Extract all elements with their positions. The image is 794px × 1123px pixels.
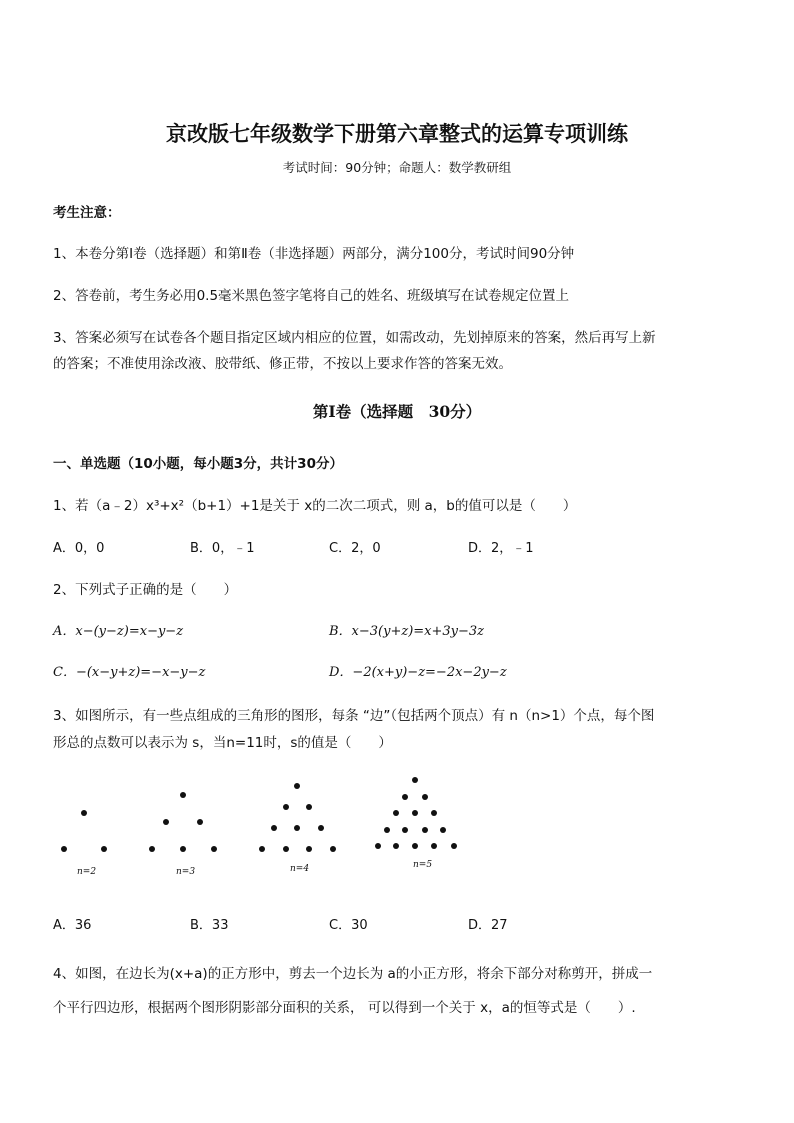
q4-stem-line2: 个平行四边形，根据两个图形阴影部分面积的关系， 可以得到一个关于 x，a的恒等式是（ ）. (53, 1000, 636, 1016)
dot (440, 827, 446, 833)
q3-option-a[interactable]: A．36 (53, 918, 92, 933)
q2-option-c[interactable]: C．−(x−y+z)=−x−y−z (53, 665, 206, 680)
dot (384, 827, 390, 833)
q3-stem-line1: 3、如图所示，有一些点组成的三角形的图形，每条 “边”（包括两个顶点）有 n（n>1）个点，每个图 (53, 708, 655, 724)
dot (318, 825, 324, 831)
dot (375, 843, 381, 849)
q2-option-b[interactable]: B．x−3(y+z)=x+3y−3z (329, 624, 485, 639)
dot (81, 810, 87, 816)
label-n3: n=3 (176, 867, 196, 877)
triangle-n4 (259, 783, 336, 852)
dot (431, 843, 437, 849)
notice-item-3: 3、答案必须写在试卷各个题目指定区域内相应的位置，如需改动，先划掉原来的答案，然后再写上新 (53, 330, 656, 346)
dot (163, 819, 169, 825)
notice-item-3-cont: 的答案；不准使用涂改液、胶带纸、修正带，不按以上要求作答的答案无效。 (53, 356, 512, 372)
q1-option-d[interactable]: D．2，﹣1 (468, 541, 534, 556)
dot (393, 843, 399, 849)
notice-item-2: 2、答卷前，考生务必用0.5毫米黑色签字笔将自己的姓名、班级填写在试卷规定位置上 (53, 288, 570, 304)
q1-stem: 1、若（a﹣2）x³+x²（b+1）+1是关于 x的二次二项式，则 a，b的值可以是（ ） (53, 498, 577, 514)
notice-heading: 考生注意： (53, 205, 121, 221)
dot (180, 792, 186, 798)
label-n2: n=2 (77, 867, 97, 877)
label-n4: n=4 (290, 864, 310, 874)
dot (306, 846, 312, 852)
exam-title: 京改版七年级数学下册第六章整式的运算专项训练 (166, 121, 628, 146)
q2-option-a[interactable]: A．x−(y−z)=x−y−z (53, 624, 184, 639)
dot (197, 819, 203, 825)
section-title: 第Ⅰ卷（选择题 30分） (312, 402, 482, 421)
dot (402, 827, 408, 833)
dot (330, 846, 336, 852)
dot (149, 846, 155, 852)
dot (61, 846, 67, 852)
dot (402, 794, 408, 800)
q2-stem: 2、下列式子正确的是（ ） (53, 582, 238, 598)
dot (412, 810, 418, 816)
q3-stem-line2: 形总的点数可以表示为 s，当n=11时，s的值是（ ） (53, 735, 392, 751)
q3-option-d[interactable]: D．27 (468, 918, 508, 933)
dot (422, 794, 428, 800)
notice-item-1: 1、本卷分第Ⅰ卷（选择题）和第Ⅱ卷（非选择题）两部分，满分100分，考试时间90分钟 (53, 246, 575, 262)
dot (211, 846, 217, 852)
q1-option-b[interactable]: B．0，﹣1 (190, 541, 255, 556)
dot (306, 804, 312, 810)
q1-option-c[interactable]: C．2，0 (329, 541, 381, 556)
q3-option-c[interactable]: C．30 (329, 918, 368, 933)
triangle-n3 (149, 792, 217, 852)
part-title: 一、单选题（10小题，每小题3分，共计30分） (53, 456, 343, 472)
dot (283, 846, 289, 852)
dot (101, 846, 107, 852)
dot (393, 810, 399, 816)
dot (271, 825, 277, 831)
dot (180, 846, 186, 852)
dot (294, 783, 300, 789)
triangle-n2 (61, 810, 107, 852)
dot (451, 843, 457, 849)
q3-option-b[interactable]: B．33 (190, 918, 229, 933)
q2-option-d[interactable]: D．−2(x+y)−z=−2x−2y−z (329, 665, 507, 680)
dot (422, 827, 428, 833)
q4-stem-line1: 4、如图，在边长为(x+a)的正方形中，剪去一个边长为 a的小正方形，将余下部分对称剪开，拼成一 (53, 966, 653, 982)
dot (431, 810, 437, 816)
q1-option-a[interactable]: A．0，0 (53, 541, 105, 556)
dot (412, 843, 418, 849)
dot (412, 777, 418, 783)
triangle-n5 (375, 777, 457, 849)
dot (294, 825, 300, 831)
exam-subtitle: 考试时间：90分钟；命题人：数学教研组 (282, 160, 512, 175)
dot (283, 804, 289, 810)
label-n5: n=5 (413, 860, 433, 870)
dot (259, 846, 265, 852)
